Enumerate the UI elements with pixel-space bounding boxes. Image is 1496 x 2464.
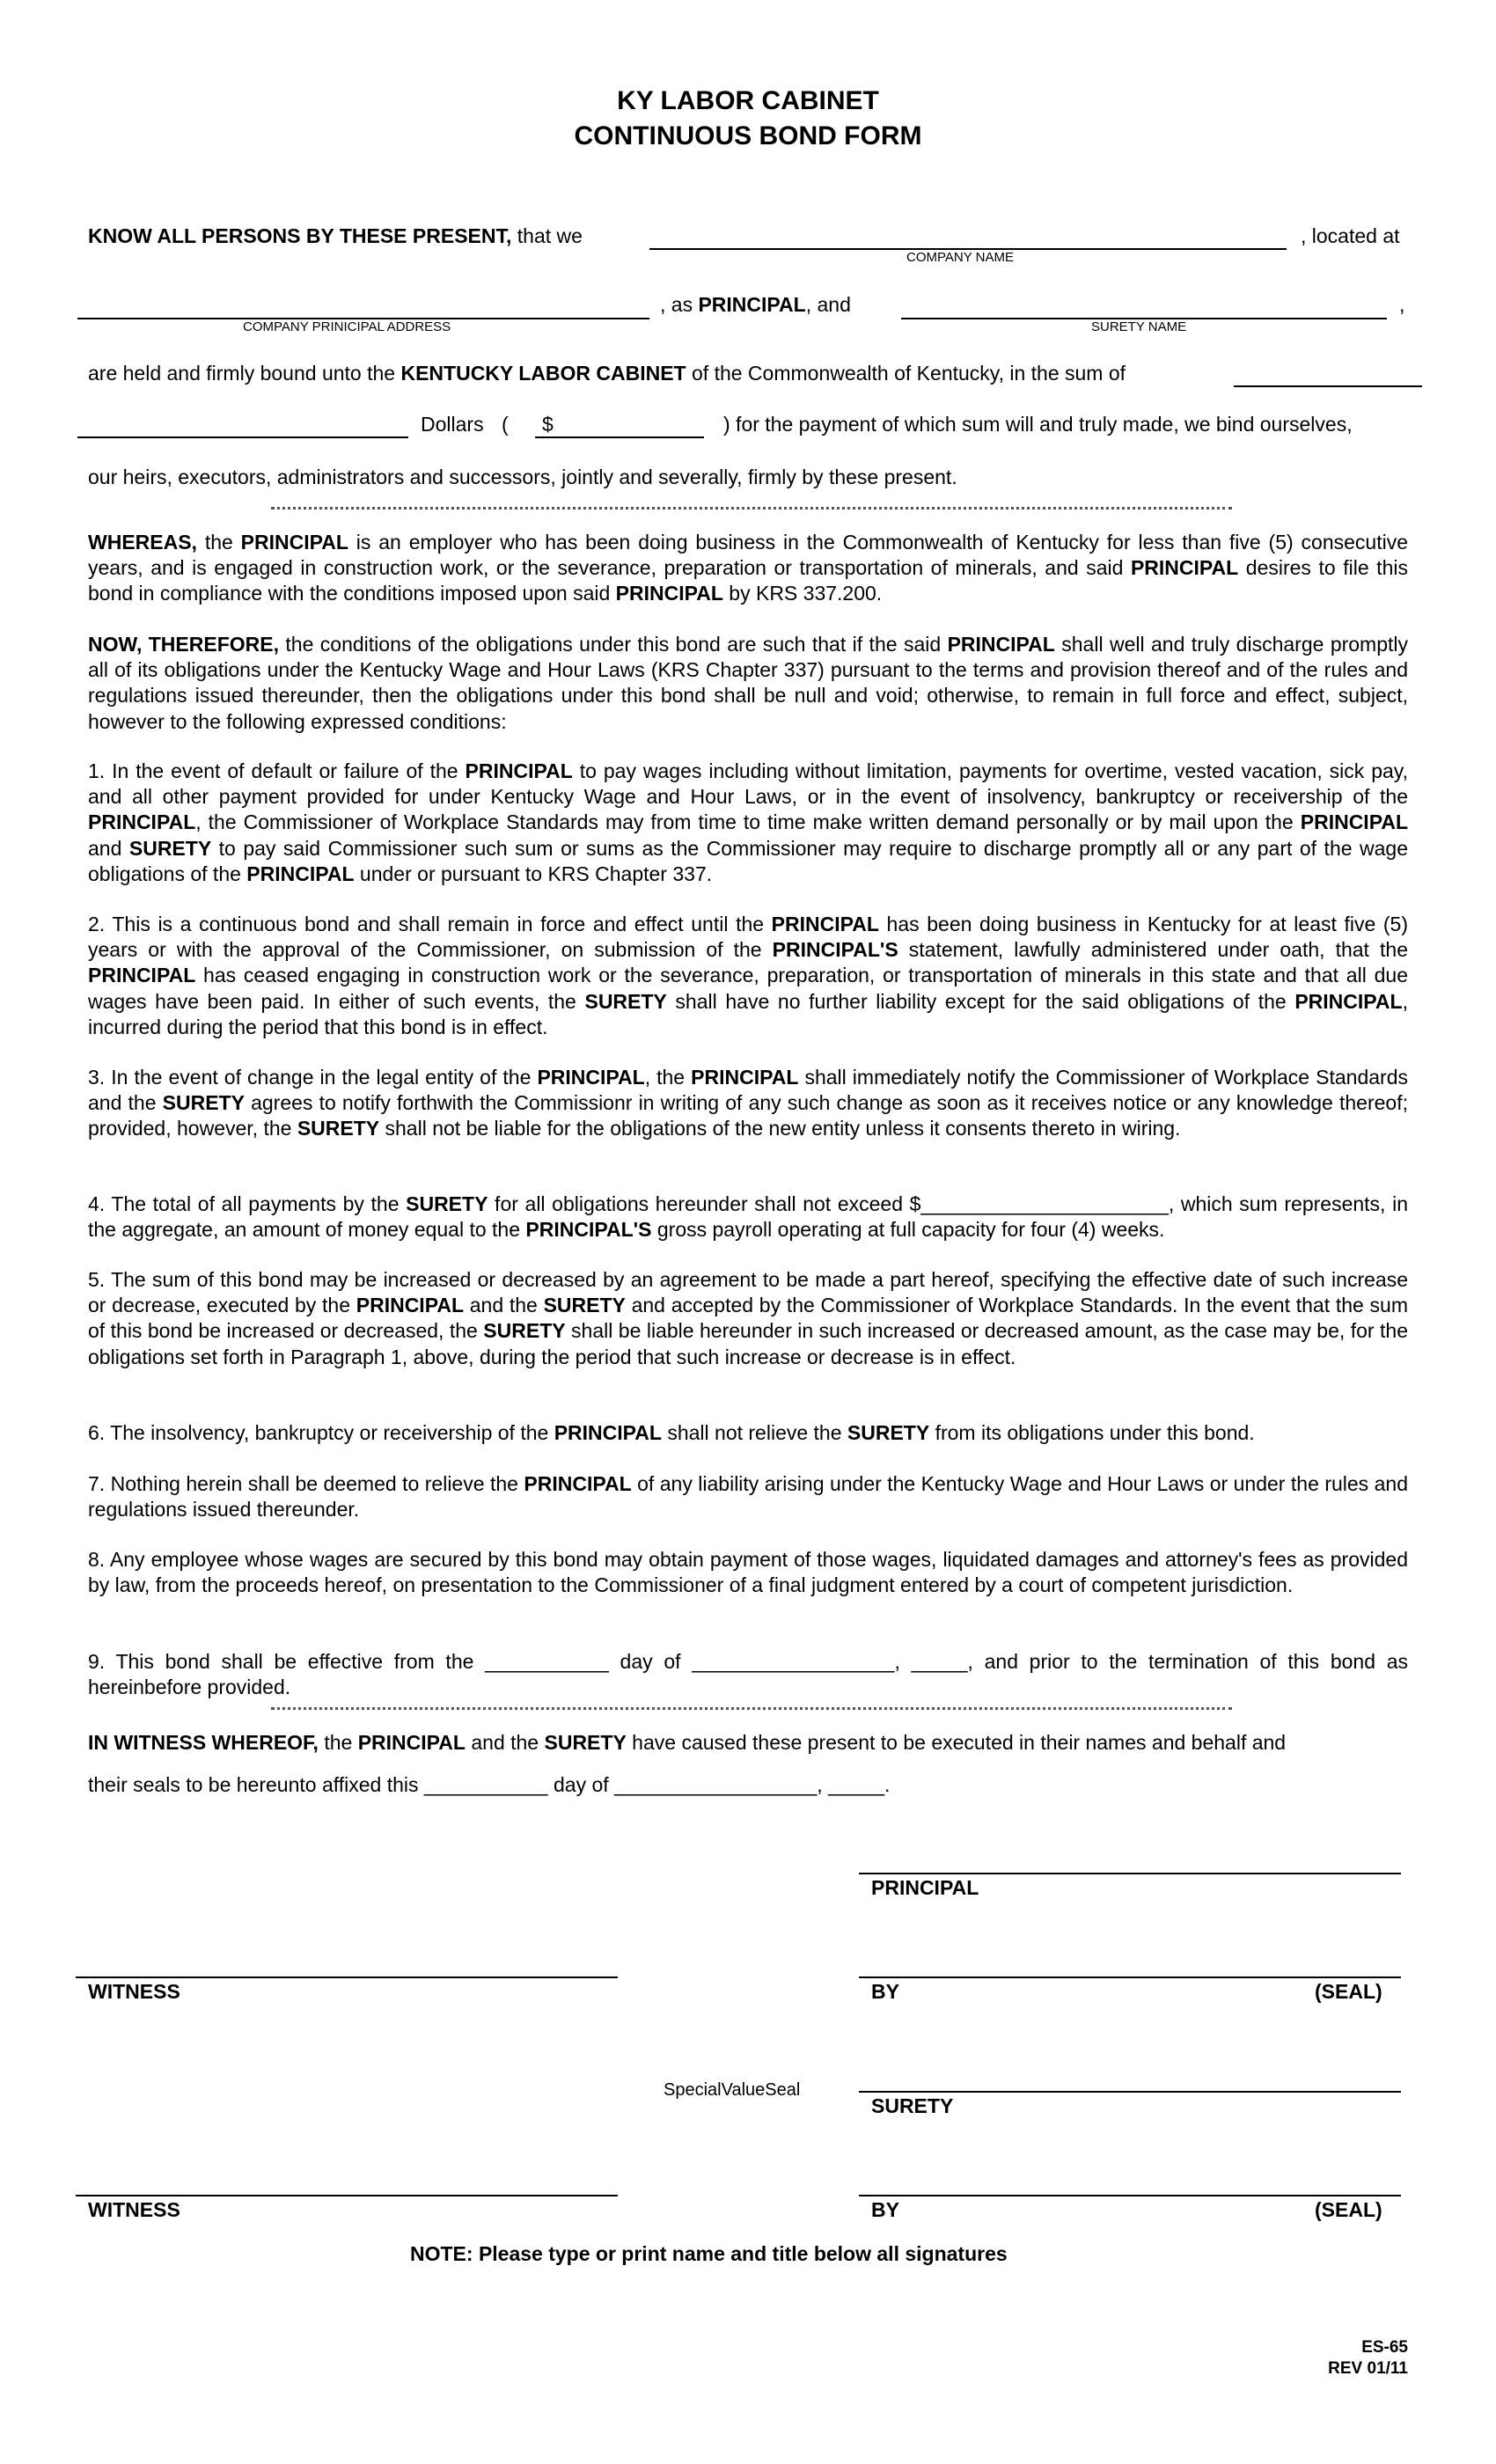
form-revision: REV 01/11 bbox=[1328, 2359, 1408, 2378]
sum-words-field[interactable] bbox=[1234, 385, 1422, 387]
know-all-bold: KNOW ALL PERSONS BY THESE PRESENT, bbox=[88, 224, 512, 247]
that-we-text: that we bbox=[511, 224, 583, 247]
form-code: ES-65 bbox=[1361, 2338, 1408, 2357]
know-all-line bbox=[88, 224, 583, 249]
surety-label: SURETY bbox=[871, 2094, 954, 2117]
sealed-year-field[interactable]: _____ bbox=[828, 1773, 885, 1796]
surety-name-label: SURETY NAME bbox=[1091, 319, 1187, 334]
principal-signature-line[interactable] bbox=[859, 1873, 1401, 1874]
ky-labor-cabinet-bold: KENTUCKY LABOR CABINET bbox=[400, 362, 686, 385]
dotted-separator-1 bbox=[271, 507, 1232, 510]
and-text: , and bbox=[805, 293, 851, 316]
term-9-paragraph: 9. This bond shall be effective from the ___________ day of __________________, _____, and prior to the termination of this bond as hereinbefore provided. bbox=[88, 1650, 1408, 1699]
by-2-label: BY bbox=[871, 2198, 899, 2221]
principal-bold: PRINCIPAL bbox=[698, 293, 806, 316]
dollar-sign: $ bbox=[542, 413, 554, 436]
form-title-line2: CONTINUOUS BOND FORM bbox=[574, 121, 922, 150]
term-3-paragraph: 3. In the event of change in the legal entity of the PRINCIPAL, the PRINCIPAL shall immediately notify the Commissioner of Workplace Standards and the SURETY agrees to notify forthwith the Commissionr in writing of any such change as soon as it receives notice or any knowledge thereof; provided, however, the SURETY shall not be liable for the obligations of the new entity unless it consents thereto in wiring. bbox=[88, 1066, 1408, 1140]
term-1-paragraph: 1. In the event of default or failure of the PRINCIPAL to pay wages including without limitation, payments for overtime, vested vacation, sick pay, and all other payment provided for under Kentucky Wage and Hour Laws, or in the event of insolvency, bankruptcy or receivership of the PRINCIPAL, the Commissioner of Workplace Standards may from time to time make written demand personally or by mail upon the PRINCIPAL and SURETY to pay said Commissioner such sum or sums as the Commissioner may require to discharge promptly all or any part of the wage obligations of the PRINCIPAL under or pursuant to KRS Chapter 337. bbox=[88, 759, 1409, 885]
principal-by-signature-line[interactable] bbox=[859, 1976, 1401, 1978]
now-therefore-paragraph: NOW, THEREFORE, the conditions of the obligations under this bond are such that if the said PRINCIPAL shall well and truly discharge promptly all of its obligations under the Kentucky Wage and Hour Laws (KRS Chapter 337) pursuant to the terms and provision thereof and of the rules and regulations issued thereunder, then the obligations under this bond shall be null and void; otherwise, to remain in full force and effect, subject, however to the following expressed conditions: bbox=[88, 633, 1409, 733]
as-principal-text bbox=[660, 292, 851, 318]
held-pre-text: are held and firmly bound unto the bbox=[88, 362, 401, 385]
sealed-day-field[interactable]: ___________ bbox=[423, 1773, 548, 1796]
witness-2-label: WITNESS bbox=[88, 2198, 180, 2221]
trailing-comma: , bbox=[1399, 293, 1405, 316]
effective-year-field[interactable]: _____ bbox=[911, 1650, 968, 1673]
amount-dollars-field[interactable] bbox=[535, 436, 704, 438]
special-value-seal: SpecialValueSeal bbox=[664, 2080, 801, 2100]
effective-day-field[interactable]: ___________ bbox=[485, 1650, 609, 1673]
held-post-text: of the Commonwealth of Kentucky, in the sum of bbox=[686, 362, 1126, 385]
located-at-text: , located at bbox=[1301, 224, 1400, 247]
held-bound-line bbox=[88, 361, 1126, 386]
term-2-paragraph: 2. This is a continuous bond and shall remain in force and effect until the PRINCIPAL has been doing business in Kentucky for at least five (5) years or with the approval of the Commissioner, on submission of the PRINCIPAL'S statement, lawfully administered under oath, that the PRINCIPAL has ceased engaging in construction work or the severance, preparation, or transportation of minerals in this state and that all due wages have been paid. In either of such events, the SURETY shall have no further liability except for the said obligations of the PRINCIPAL, incurred during the period that this bond is in effect. bbox=[88, 913, 1409, 1038]
company-name-label: COMPANY NAME bbox=[906, 250, 1014, 265]
heirs-text: our heirs, executors, administrators and successors, jointly and severally, firmly by these present. bbox=[88, 466, 957, 488]
surety-by-signature-line[interactable] bbox=[859, 2195, 1401, 2196]
dotted-separator-2 bbox=[271, 1707, 1232, 1710]
paren-open: ( bbox=[502, 413, 509, 436]
dollars-text: Dollars bbox=[421, 413, 484, 436]
term-5-paragraph: 5. The sum of this bond may be increased or decreased by an agreement to be made a part hereof, specifying the effective date of such increase or decrease, executed by the PRINCIPAL and the SURETY and accepted by the Commissioner of Workplace Standards. In the event that the sum of this bond be increased or decreased, the SURETY shall be liable hereunder in such increased or decreased amount, as the case may be, for the obligations set forth in Paragraph 1, above, during the period that such increase or decrease is in effect. bbox=[88, 1268, 1408, 1368]
as-text: , as bbox=[660, 293, 699, 316]
term-6-paragraph: 6. The insolvency, bankruptcy or receivership of the PRINCIPAL shall not relieve the SURETY from its obligations under this bond. bbox=[88, 1421, 1255, 1444]
payment-text: ) for the payment of which sum will and truly made, we bind ourselves, bbox=[723, 413, 1353, 436]
amount-words-field[interactable] bbox=[77, 436, 408, 438]
form-title-line1: KY LABOR CABINET bbox=[617, 86, 879, 115]
witness-2-signature-line[interactable] bbox=[76, 2195, 618, 2196]
witness-clause-line1: IN WITNESS WHEREOF, the PRINCIPAL and the SURETY have caused these present to be executed in their names and behalf and bbox=[88, 1731, 1287, 1754]
surety-signature-line[interactable] bbox=[859, 2091, 1401, 2093]
by-1-label: BY bbox=[871, 1980, 899, 2003]
principal-label: PRINCIPAL bbox=[871, 1876, 979, 1899]
seal-1-label: (SEAL) bbox=[1315, 1980, 1382, 2003]
max-amount-field[interactable]: ______________________ bbox=[920, 1192, 1169, 1215]
witness-1-label: WITNESS bbox=[88, 1980, 180, 2003]
sealed-month-field[interactable]: __________________ bbox=[614, 1773, 818, 1796]
witness-1-signature-line[interactable] bbox=[76, 1976, 618, 1978]
effective-month-field[interactable]: __________________ bbox=[692, 1650, 895, 1673]
witness-clause-line2: their seals to be hereunto affixed this ___________ day of __________________, _____. bbox=[88, 1773, 891, 1796]
term-7-paragraph: 7. Nothing herein shall be deemed to relieve the PRINCIPAL of any liability arising under the Kentucky Wage and Hour Laws or under the rules and regulations issued thereunder. bbox=[88, 1472, 1408, 1522]
whereas-paragraph: WHEREAS, the PRINCIPAL is an employer who has been doing business in the Commonwealth of Kentucky for less than five (5) consecutive years, and is engaged in construction work, or the severance, preparation or transportation of minerals, and said PRINCIPAL desires to file this bond in compliance with the conditions imposed upon said PRINCIPAL by KRS 337.200. bbox=[88, 531, 1408, 605]
signature-note: NOTE: Please type or print name and title below all signatures bbox=[410, 2242, 1008, 2265]
term-8-paragraph: 8. Any employee whose wages are secured by this bond may obtain payment of those wages, liquidated damages and attorney's fees as provided by law, from the proceeds hereof, on presentation to the Commissioner of a final judgment entered by a court of competent jurisdiction. bbox=[88, 1548, 1408, 1597]
form-code-block bbox=[1328, 2337, 1408, 2380]
seal-2-label: (SEAL) bbox=[1315, 2198, 1382, 2221]
company-address-label: COMPANY PRINICIPAL ADDRESS bbox=[243, 319, 451, 334]
term-4-paragraph: 4. The total of all payments by the SURETY for all obligations hereunder shall not exceed $______________________, which sum represents, in the aggregate, an amount of money equal to the PRINCIPAL'S gross payroll operating at full capacity for four (4) weeks. bbox=[88, 1192, 1408, 1242]
